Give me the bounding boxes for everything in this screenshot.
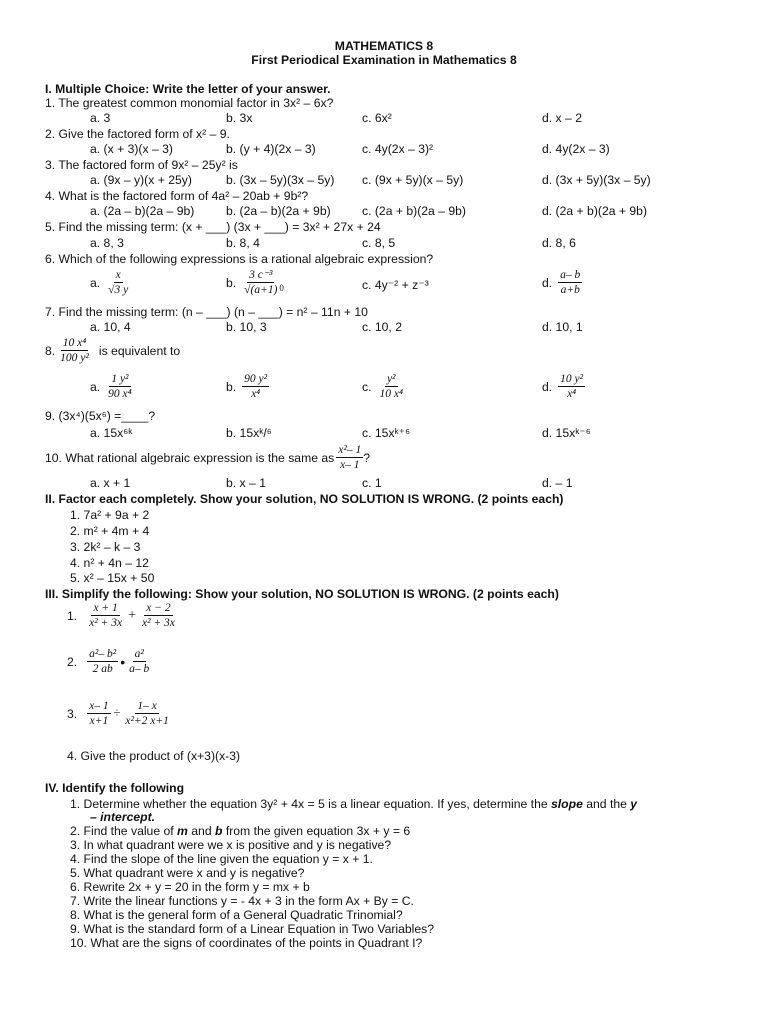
part3-item-2-operator: • — [120, 653, 126, 670]
q10-choice-d: d. – 1 — [542, 476, 573, 490]
q6-choice-c: c. 4y⁻² + z⁻³ — [362, 278, 429, 292]
part3-item-2-fraction-2 — [127, 648, 151, 675]
part3-item-1-fraction-1 — [87, 602, 124, 629]
q6-d-label: d. — [542, 275, 553, 290]
q3-choice-a: a. (9x – y)(x + 25y) — [90, 173, 192, 187]
question-7: 7. Find the missing term: (n – ___) (n – ___) = n² – 11n + 10 — [45, 305, 368, 319]
q4-choice-b: b. (2a – b)(2a + 9b) — [226, 204, 331, 218]
part3-heading: III. Simplify the following: Show your solution, NO SOLUTION IS WRONG. (2 points each) — [45, 587, 559, 601]
q6-d-numerator: a– b — [560, 269, 581, 281]
q2-choice-b: b. (y + 4)(2x – 3) — [226, 142, 316, 156]
q4-choice-a: a. (2a – b)(2a – 9b) — [90, 204, 195, 218]
q8-d-label: d. — [542, 379, 553, 394]
part3-item-1-number: 1. — [67, 608, 78, 623]
q8-a-fraction — [106, 373, 133, 400]
part4-item-2-b: b — [215, 824, 223, 838]
part3-item-4: 4. Give the product of (x+3)(x-3) — [67, 749, 241, 763]
part4-item-2-equation: from the given equation 3x + y = 6 — [222, 824, 411, 838]
q8-d-denominator: x⁴ — [567, 388, 577, 400]
q1-choice-d: d. x – 2 — [542, 111, 582, 125]
q8-a-label: a. — [90, 379, 101, 394]
part2-heading: II. Factor each completely. Show your solution, NO SOLUTION IS WRONG. (2 points each) — [45, 492, 564, 506]
question-2: 2. Give the factored form of x² – 9. — [45, 127, 230, 141]
q6-a-fraction — [106, 269, 130, 296]
part3-item-1-fraction-2 — [140, 602, 177, 629]
part4-item-2 — [70, 824, 410, 838]
q6-a-label: a. — [90, 275, 101, 290]
q8-d-fraction — [558, 373, 585, 400]
q1-choice-b: b. 3x — [226, 111, 253, 125]
q8-c-label: c. — [362, 379, 372, 394]
part3-item-2-numerator-2: a² — [134, 648, 144, 660]
question-8 — [45, 337, 180, 364]
q4-choice-d: d. (2a + b)(2a + 9b) — [542, 204, 648, 218]
q8-c-fraction — [377, 373, 404, 400]
part3-item-3-denominator-2: x²+2 x+1 — [125, 715, 169, 727]
part3-item-2-numerator-1: a²– b² — [89, 648, 117, 660]
part3-item-2-denominator-1: 2 ab — [92, 663, 113, 675]
q5-choice-d: d. 8, 6 — [542, 236, 576, 250]
part2-item-2: 2. m² + 4m + 4 — [70, 524, 150, 538]
q6-choice-a — [90, 269, 130, 296]
q8-d-numerator: 10 y² — [560, 373, 584, 385]
q5-choice-a: a. 8, 3 — [90, 236, 124, 250]
part4-item-2-text: 2. Find the value of — [70, 824, 178, 838]
part2-item-3: 3. 2k² – k – 3 — [70, 540, 141, 554]
q8-choice-c — [362, 373, 405, 400]
part3-item-3-fraction-2 — [123, 700, 171, 727]
q10-choice-b: b. x – 1 — [226, 476, 266, 490]
q8-text: is equivalent to — [98, 343, 181, 358]
question-4: 4. What is the factored form of 4a² – 20ab + 9b²? — [45, 189, 309, 203]
q1-choice-c: c. 6x² — [362, 111, 392, 125]
q6-b-numerator: 3 c⁻³ — [249, 269, 273, 281]
q10-question-mark: ? — [363, 450, 370, 465]
q10-choice-a: a. x + 1 — [90, 476, 131, 490]
part4-item-1-intercept: – intercept. — [90, 810, 156, 824]
q7-choice-d: d. 10, 1 — [542, 320, 583, 334]
q10-text: 10. What rational algebraic expression is the same as — [45, 450, 335, 465]
part3-item-3 — [67, 700, 171, 727]
q1-choice-a: a. 3 — [90, 111, 111, 125]
q3-choice-c: c. (9x + 5y)(x – 5y) — [362, 173, 464, 187]
question-6: 6. Which of the following expressions is a rational algebraic expression? — [45, 252, 434, 266]
q10-denominator: x– 1 — [339, 459, 360, 471]
q6-b-superscript: 0 — [279, 282, 284, 293]
part4-item-8: 8. What is the general form of a General Quadratic Trinomial? — [70, 908, 403, 922]
part3-item-2 — [67, 648, 151, 675]
q6-a-denominator: √3 y — [108, 284, 129, 296]
question-9: 9. (3x⁴)(5x⁶) =____? — [45, 409, 156, 423]
q2-choice-d: d. 4y(2x – 3) — [542, 142, 610, 156]
q8-fraction — [58, 337, 91, 364]
part4-item-9: 9. What is the standard form of a Linear Equation in Two Variables? — [70, 922, 435, 936]
q8-c-numerator: y² — [386, 373, 396, 385]
q8-numerator: 10 x⁴ — [62, 337, 87, 349]
q7-choice-c: c. 10, 2 — [362, 320, 402, 334]
q8-b-label: b. — [226, 379, 237, 394]
question-1: 1. The greatest common monomial factor in 3x² – 6x? — [45, 96, 334, 110]
part3-item-2-number: 2. — [67, 654, 78, 669]
question-5: 5. Find the missing term: (x + ___) (3x + ___) = 3x² + 27x + 24 — [45, 220, 381, 234]
part2-item-5: 5. x² – 15x + 50 — [70, 571, 155, 585]
q6-a-numerator: x — [115, 269, 121, 281]
q10-choice-c: c. 1 — [362, 476, 382, 490]
part3-item-1-numerator-2: x − 2 — [146, 602, 171, 614]
part4-item-1-and: and the — [582, 797, 631, 811]
exam-subject: MATHEMATICS 8 — [334, 39, 434, 53]
part3-item-3-number: 3. — [67, 706, 78, 721]
q5-choice-c: c. 8, 5 — [362, 236, 396, 250]
q7-choice-b: b. 10, 3 — [226, 320, 267, 334]
q8-choice-a — [90, 373, 134, 400]
part4-item-1-text: 1. Determine whether the equation 3y² + 4x = 5 is a linear equation. If yes, determine the — [70, 797, 552, 811]
part4-heading: IV. Identify the following — [45, 781, 185, 795]
part4-item-1 — [70, 797, 637, 811]
q6-b-label: b. — [226, 275, 237, 290]
q8-b-denominator: x⁴ — [251, 388, 261, 400]
part3-item-1 — [67, 602, 177, 629]
q8-choice-d — [542, 373, 585, 400]
q8-a-denominator: 90 x⁴ — [108, 388, 132, 400]
q8-b-numerator: 90 y² — [244, 373, 268, 385]
q6-b-fraction — [242, 269, 279, 296]
q8-denominator: 100 y² — [60, 352, 89, 364]
q5-choice-b: b. 8, 4 — [226, 236, 260, 250]
q6-d-denominator: a+b — [560, 284, 580, 296]
part3-item-1-numerator-1: x + 1 — [93, 602, 118, 614]
q4-choice-c: c. (2a + b)(2a – 9b) — [362, 204, 466, 218]
q2-choice-a: a. (x + 3)(x – 3) — [90, 142, 173, 156]
part2-item-4: 4. n² + 4n – 12 — [70, 556, 149, 570]
part2-item-1: 1. 7a² + 9a + 2 — [70, 508, 150, 522]
part4-item-7: 7. Write the linear functions y = - 4x + 3 in the form Ax + By = C. — [70, 894, 414, 908]
q9-choice-c: c. 15xᵏ⁺⁶ — [362, 426, 411, 440]
question-10 — [45, 444, 370, 471]
part4-item-1-slope: slope — [551, 797, 583, 811]
part3-item-3-numerator-1: x– 1 — [89, 700, 109, 712]
part4-item-2-m: m — [177, 824, 188, 838]
question-3: 3. The factored form of 9x² – 25y² is — [45, 158, 238, 172]
part3-item-1-denominator-1: x² + 3x — [89, 617, 123, 629]
q10-numerator: x²– 1 — [338, 444, 362, 456]
q8-number: 8. — [45, 343, 56, 358]
q7-choice-a: a. 10, 4 — [90, 320, 131, 334]
q8-b-fraction — [242, 373, 269, 400]
q10-fraction — [336, 444, 363, 471]
part3-item-3-numerator-2: 1– x — [137, 700, 157, 712]
q6-b-denominator: √(a+1) — [244, 284, 278, 296]
part4-item-5: 5. What quadrant were x and y is negative? — [70, 866, 305, 880]
part4-item-4: 4. Find the slope of the line given the equation y = x + 1. — [70, 852, 373, 866]
part4-item-6: 6. Rewrite 2x + y = 20 in the form y = mx + b — [70, 880, 310, 894]
q8-choice-b — [226, 373, 269, 400]
q9-choice-b: b. 15xᵏ/⁶ — [226, 426, 272, 440]
q3-choice-b: b. (3x – 5y)(3x – 5y) — [226, 173, 335, 187]
q8-c-denominator: 10 x⁴ — [379, 388, 403, 400]
q3-choice-d: d. (3x + 5y)(3x – 5y) — [542, 173, 651, 187]
part4-item-1-y: y — [630, 797, 638, 811]
part3-item-2-denominator-2: a– b — [129, 663, 150, 675]
part4-item-3: 3. In what quadrant were we x is positive and y is negative? — [70, 838, 392, 852]
part3-item-3-fraction-1 — [87, 700, 110, 727]
part3-item-3-denominator-1: x+1 — [89, 715, 109, 727]
q9-choice-a: a. 15x⁶ᵏ — [90, 426, 133, 440]
q6-choice-d — [542, 269, 582, 296]
q6-choice-b — [226, 269, 284, 296]
q9-choice-d: d. 15xᵏ⁻⁶ — [542, 426, 591, 440]
part3-item-1-operator: + — [128, 607, 136, 623]
part4-item-10: 10. What are the signs of coordinates of the points in Quadrant I? — [70, 936, 423, 950]
part4-item-2-and: and — [187, 824, 215, 838]
q8-a-numerator: 1 y² — [111, 373, 129, 385]
part3-item-1-denominator-2: x² + 3x — [142, 617, 175, 629]
part1-heading: I. Multiple Choice: Write the letter of your answer. — [45, 82, 331, 96]
part3-item-3-operator: ÷ — [113, 706, 121, 720]
part3-item-2-fraction-1 — [87, 648, 118, 675]
q2-choice-c: c. 4y(2x – 3)² — [362, 142, 434, 156]
exam-title: First Periodical Examination in Mathematics 8 — [251, 53, 517, 67]
q6-d-fraction — [558, 269, 582, 296]
